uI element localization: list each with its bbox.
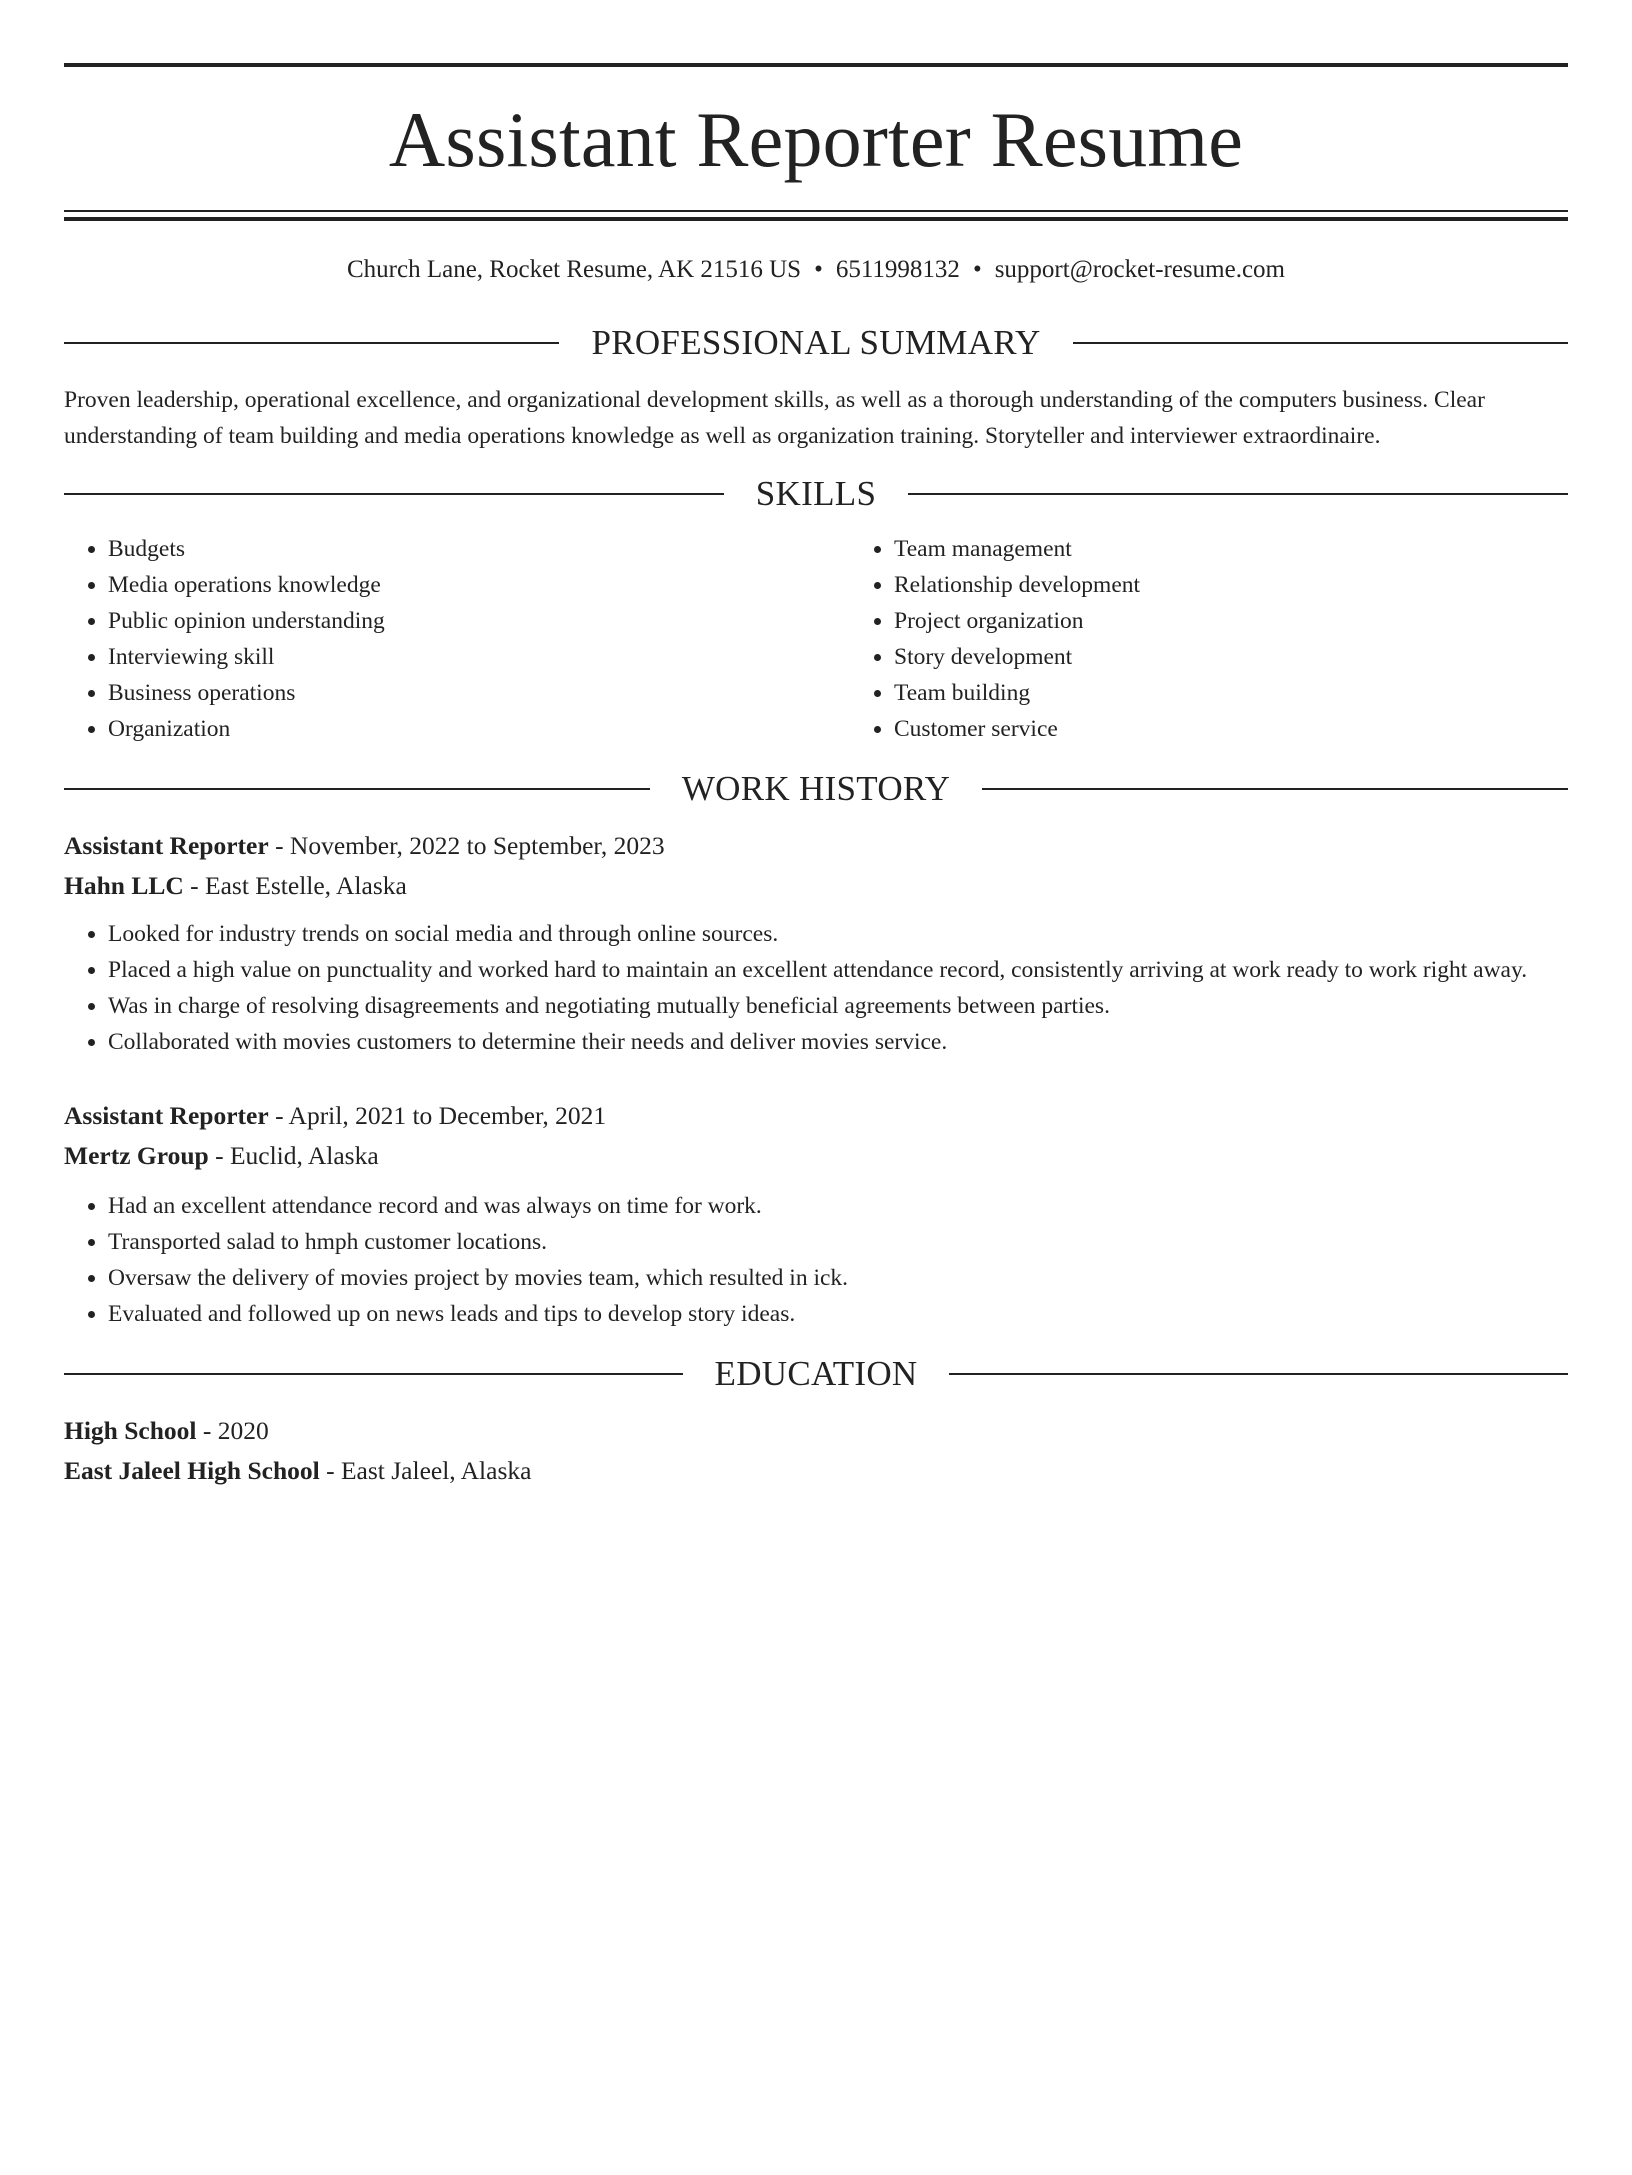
summary-text: Proven leadership, operational excellence, and organizational development skills, as well as a thorough understanding of the computers business. Clear understanding of team building and media operations knowledge as well as organization training. Storyteller and interviewer extraordinaire. — [64, 387, 1485, 449]
job-location: - East Estelle, Alaska — [183, 871, 407, 900]
job-bullet: • Was in charge of resolving disagreements and negotiating mutually beneficial agreements between parties. — [108, 988, 1568, 1024]
job-company-line — [64, 866, 1568, 906]
heading-rule — [1073, 342, 1568, 344]
resume-page — [0, 63, 1632, 2175]
job-dates: - April, 2021 to December, 2021 — [268, 1101, 607, 1130]
job-bullets — [64, 1188, 1568, 1332]
job-company: Mertz Group — [64, 1141, 209, 1170]
education-heading: EDUCATION — [714, 1354, 918, 1393]
top-rule — [64, 63, 1568, 67]
education-degree: High School — [64, 1416, 197, 1445]
job-bullet: • Collaborated with movies customers to determine their needs and deliver movies service. — [108, 1024, 1568, 1060]
summary-heading: PROFESSIONAL SUMMARY — [591, 323, 1041, 362]
job-bullet: • Had an excellent attendance record and was always on time for work. — [108, 1188, 1568, 1224]
job-bullet: • Evaluated and followed up on news leads and tips to develop story ideas. — [108, 1296, 1568, 1332]
skills-list-right — [850, 531, 1632, 747]
skill-item: • Customer service — [894, 711, 1632, 747]
summary-section-heading — [64, 325, 1568, 360]
job-dates: - November, 2022 to September, 2023 — [268, 831, 665, 860]
skill-item: • Budgets — [108, 531, 850, 567]
work-section-heading — [64, 771, 1568, 806]
job-bullet: • Oversaw the delivery of movies project by movies team, which resulted in ick. — [108, 1260, 1568, 1296]
contact-phone: 6511998132 — [835, 256, 960, 283]
skill-item: • Interviewing skill — [108, 639, 850, 675]
contact-separator: • — [814, 256, 823, 283]
skill-item: • Business operations — [108, 675, 850, 711]
job-bullet: • Placed a high value on punctuality and worked hard to maintain an excellent attendance record, consistently arriving at work ready to work right away. — [108, 952, 1568, 988]
skills-columns — [64, 531, 1568, 747]
job-title-line — [64, 826, 1568, 866]
heading-rule — [64, 1373, 683, 1375]
job-entry — [64, 826, 1568, 1060]
heading-rule — [908, 493, 1568, 495]
skill-item: • Organization — [108, 711, 850, 747]
education-entry — [64, 1411, 1568, 1491]
contact-address: Church Lane, Rocket Resume, AK 21516 US — [346, 256, 802, 283]
job-bullet: • Looked for industry trends on social media and through online sources. — [108, 916, 1568, 952]
education-school: East Jaleel High School — [64, 1456, 320, 1485]
education-section-heading — [64, 1356, 1568, 1391]
skill-item: • Team management — [894, 531, 1632, 567]
education-location: - East Jaleel, Alaska — [319, 1456, 532, 1485]
job-title-line — [64, 1096, 1568, 1136]
education-year: - 2020 — [196, 1416, 269, 1445]
title-double-rule — [64, 210, 1568, 221]
heading-rule — [64, 342, 559, 344]
skill-item: • Relationship development — [894, 567, 1632, 603]
work-heading: WORK HISTORY — [681, 769, 951, 808]
job-company: Hahn LLC — [64, 871, 184, 900]
skill-item: • Media operations knowledge — [108, 567, 850, 603]
skills-section-heading — [64, 476, 1568, 511]
job-bullets — [64, 916, 1568, 1060]
education-school-line — [64, 1451, 1568, 1491]
job-bullet: • Transported salad to hmph customer locations. — [108, 1224, 1568, 1260]
heading-rule — [982, 788, 1568, 790]
contact-email: support@rocket-resume.com — [994, 256, 1285, 283]
skill-item: • Public opinion understanding — [108, 603, 850, 639]
heading-rule — [64, 493, 724, 495]
heading-rule — [64, 788, 650, 790]
job-location: - Euclid, Alaska — [208, 1141, 379, 1170]
contact-separator: • — [972, 256, 982, 283]
skills-heading: SKILLS — [755, 474, 877, 513]
education-degree-line — [64, 1411, 1568, 1451]
skill-item: • Story development — [894, 639, 1632, 675]
heading-rule — [949, 1373, 1568, 1375]
job-entry — [64, 1096, 1568, 1332]
contact-line — [64, 257, 1568, 282]
skill-item: • Team building — [894, 675, 1632, 711]
skills-list-left — [64, 531, 850, 747]
job-title: Assistant Reporter — [64, 831, 269, 860]
job-company-line — [64, 1136, 1568, 1176]
resume-title: Assistant Reporter Resume — [388, 96, 1244, 183]
skill-item: • Project organization — [894, 603, 1632, 639]
job-title: Assistant Reporter — [64, 1101, 269, 1130]
